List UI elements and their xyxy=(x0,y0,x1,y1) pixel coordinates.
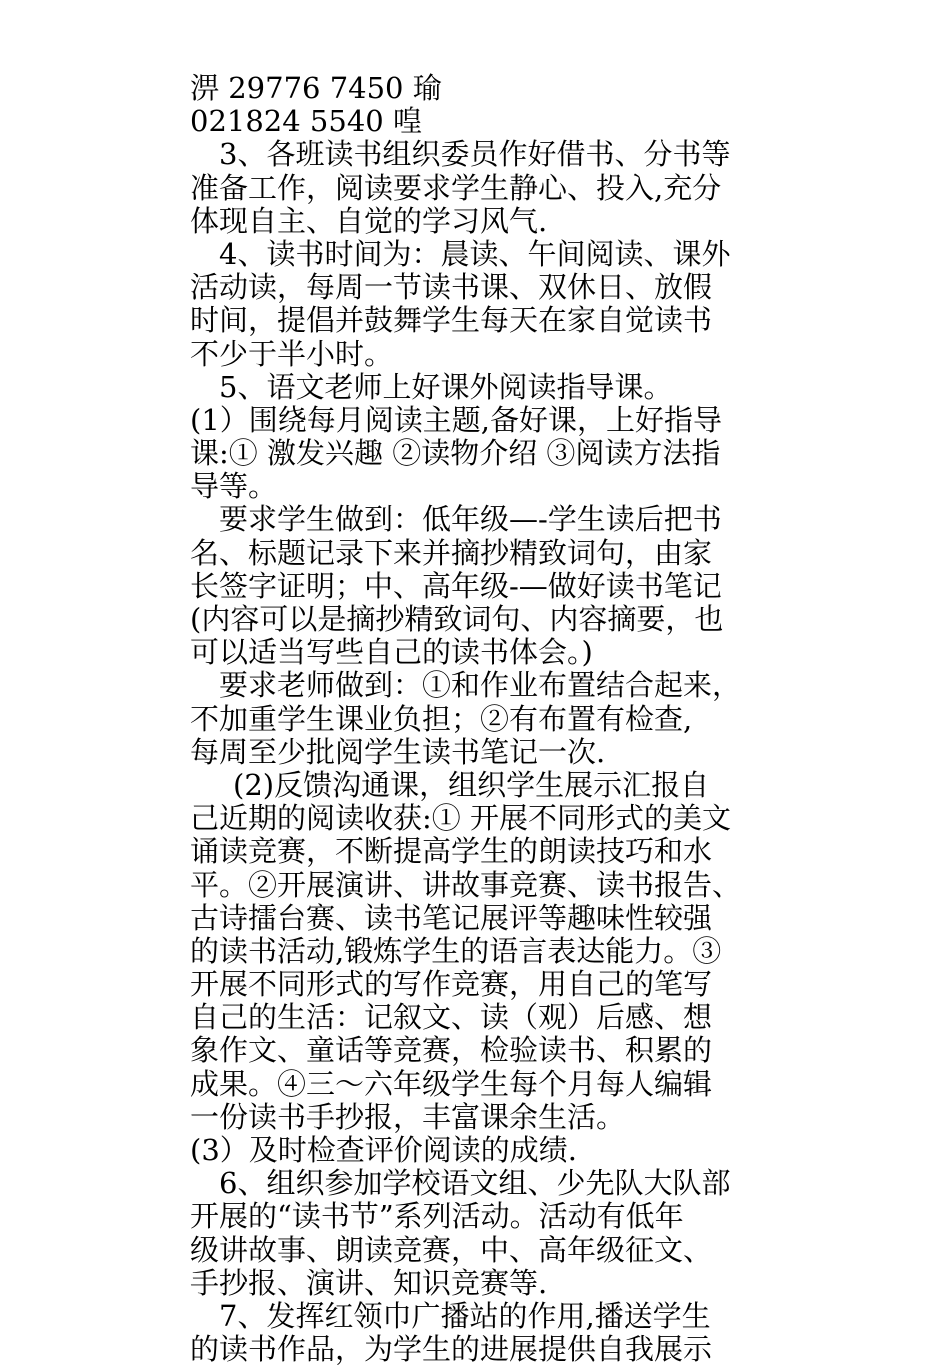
text-line: (2)反馈沟通课，组织学生展示汇报自 xyxy=(233,767,710,802)
text-line: 021824 5540 喤 xyxy=(190,104,422,139)
text-line: 5、语文老师上好课外阅读指导课。 xyxy=(219,369,673,404)
text-line: 己近期的阅读收获:① 开展不同形式的美文 xyxy=(190,801,731,836)
text-line: 3、各班读书组织委员作好借书、分书等 xyxy=(219,137,731,172)
text-line: 的读书作品，为学生的进展提供自我展示 xyxy=(190,1332,713,1366)
text-line: 可以适当写些自己的读书体会。) xyxy=(190,635,593,670)
text-line: (内容可以是摘抄精致词句、内容摘要，也 xyxy=(190,602,724,636)
text-line: 活动读，每周一节读书课、双休日、放假 xyxy=(190,270,713,305)
text-line: 长签字证明；中、高年级-—做好读书笔记 xyxy=(190,568,722,603)
text-line: 象作文、童话等竞赛，检验读书、积累的 xyxy=(190,1033,713,1068)
text-line: 课:① 激发兴趣 ②读物介绍 ③阅读方法指 xyxy=(190,436,721,471)
text-line: 6、组织参加学校语文组、少先队大队部 xyxy=(219,1166,731,1201)
text-line: 手抄报、演讲、知识竞赛等. xyxy=(190,1265,548,1300)
text-line: 准备工作，阅读要求学生静心、投入,充分 xyxy=(190,170,722,205)
text-line: 成果。④三～六年级学生每个月每人编辑 xyxy=(190,1066,713,1101)
text-line: 级讲故事、朗读竞赛，中、高年级征文、 xyxy=(190,1232,713,1267)
text-line: 淠 29776 7450 瑜 xyxy=(190,71,442,105)
text-line: (1）围绕每月阅读主题,备好课，上好指导 xyxy=(190,402,722,437)
text-line: 每周至少批阅学生读书笔记一次. xyxy=(190,734,606,769)
text-line: (3）及时检查评价阅读的成绩. xyxy=(190,1133,577,1167)
text-line: 不少于半小时。 xyxy=(190,336,394,371)
text-line: 的读书活动,锻炼学生的语言表达能力。③ xyxy=(190,933,722,968)
text-line: 时间，提倡并鼓舞学生每天在家自觉读书 xyxy=(190,303,713,338)
text-line: 平。②开展演讲、讲故事竞赛、读书报告、 xyxy=(190,867,742,902)
text-line: 古诗擂台赛、读书笔记展评等趣味性较强 xyxy=(190,900,713,935)
text-line: 名、标题记录下来并摘抄精致词句，由家 xyxy=(190,535,713,570)
text-line: 导等。 xyxy=(190,469,278,504)
text-line: 体现自主、自觉的学习风气. xyxy=(190,203,548,238)
text-line: 开展的“读书节”系列活动。活动有低年 xyxy=(190,1199,684,1234)
text-line: 开展不同形式的写作竞赛，用自己的笔写 xyxy=(190,967,713,1002)
document-page xyxy=(190,72,770,1366)
text-line: 4、读书时间为：晨读、午间阅读、课外 xyxy=(219,236,731,271)
text-line: 一份读书手抄报，丰富课余生活。 xyxy=(190,1099,626,1134)
text-line: 不加重学生课业负担；②有布置有检查, xyxy=(190,701,693,736)
text-line: 自己的生活：记叙文、读（观）后感、想 xyxy=(190,1000,713,1035)
text-line: 诵读竞赛，不断提高学生的朗读技巧和水 xyxy=(190,834,713,869)
text-line: 要求学生做到：低年级—-学生读后把书 xyxy=(219,502,722,537)
text-line: 要求老师做到：①和作业布置结合起来， xyxy=(219,668,742,703)
text-line: 7、发挥红领巾广播站的作用,播送学生 xyxy=(219,1298,711,1333)
